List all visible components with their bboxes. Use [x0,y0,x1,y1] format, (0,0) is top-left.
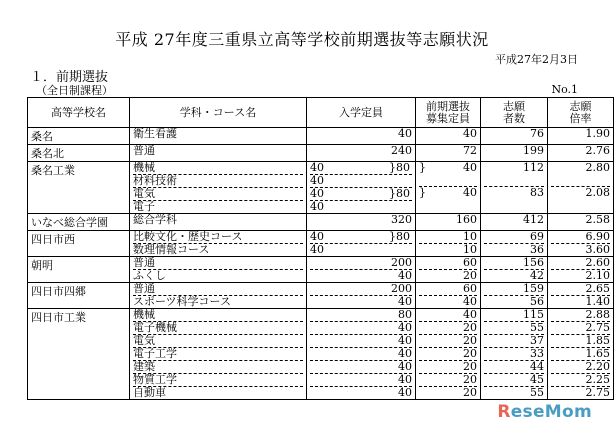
applications-table [27,97,614,400]
ratio-value: 2.65 [585,282,610,295]
pre-quota-cell [416,283,481,309]
brace-mark: } [389,187,396,200]
brace-mark: } [419,186,426,199]
school-name: いなべ総合学園 [28,214,130,231]
applicants-value: 412 [523,213,544,226]
header-school: 高等学校名 [28,98,130,128]
capacity-cell [307,283,416,309]
pre-quota-value: 20 [419,269,477,282]
capacity-value: 40 [310,295,412,308]
ratio-cell [548,231,614,257]
pre-quota-cell [416,145,481,162]
table-row [28,257,614,283]
applicants-value: 36 [484,243,544,256]
capacity-value: 40 [398,127,412,140]
pre-quota-value: 72 [463,144,477,157]
course-name: 総合学科 [133,213,177,226]
ratio-value: 2.60 [585,256,610,269]
applicants-cell [481,283,548,309]
capacity-cell [307,145,416,162]
course-name: 電気 [133,187,303,200]
applicants-value: 156 [523,256,544,269]
capacity-line [310,162,412,174]
applicants-cell [481,214,548,231]
course-cell [130,214,307,231]
capacity-value: 40 [310,174,324,187]
pre-quota-value: 20 [419,373,477,386]
capacity-value: 40 [310,269,412,282]
capacity-value: 240 [391,144,412,157]
course-name: 比較文化・歴史コース [133,230,243,243]
applicants-cell [481,128,548,145]
school-name: 四日市工業 [28,309,130,400]
ratio-value: 6.90 [585,230,610,243]
school-name: 四日市西 [28,231,130,257]
school-name: 桑名北 [28,145,130,162]
capacity-line [310,187,412,200]
school-name: 桑名 [28,128,130,145]
header-pre-quota-2: 募集定員 [426,111,470,125]
course-name: 普通 [133,144,155,157]
course-name: 材料技術 [133,174,303,187]
header-applicants-1: 志願 [503,99,525,113]
table-row [28,231,614,257]
capacity-value: 40 [310,347,412,360]
course-cell [130,231,307,257]
course-name: 普通 [133,256,155,269]
pre-quota-value: 40 [463,308,477,321]
table-row [28,145,614,162]
table-row [28,162,614,214]
course-name: 物質工学 [133,373,303,386]
applicants-value: 159 [523,282,544,295]
pre-quota-value: 40 [419,295,477,308]
course-name: 電子 [133,200,303,213]
course-cell [130,162,307,214]
capacity-cell [307,162,416,214]
capacity-cell [307,214,416,231]
pre-quota-spacer [419,199,477,211]
capacity-line [310,174,412,187]
course-name: ふくし [133,269,303,282]
header-applicants [481,98,548,128]
page-number: No.1 [551,83,578,96]
pre-quota-cell [416,231,481,257]
header-applicants-2: 者数 [503,111,525,125]
capacity-value: 40 [310,360,412,373]
header-ratio-2: 倍率 [569,111,592,125]
applicants-value: 83 [484,186,544,199]
ratio-value: 2.75 [551,386,610,399]
course-name: 衛生看護 [133,127,177,140]
applicants-cell [481,162,548,214]
document-title: 平成 27年度三重県立高等学校前期選抜等志願状況 [115,30,489,49]
header-course: 学科・コース名 [130,98,307,128]
pre-quota-cell [416,257,481,283]
capacity-cell [307,309,416,400]
ratio-cell [548,283,614,309]
capacity-value: 40 [310,187,324,200]
section-heading: １．前期選抜 [30,70,109,85]
pre-quota-value: 20 [419,334,477,347]
brace-mark: } [419,161,426,174]
pre-quota-value: 40 [463,127,477,140]
applicants-value: 45 [484,373,544,386]
capacity-value: 40 [310,230,324,243]
capacity-value: 40 [310,321,412,334]
pre-quota-value: 10 [419,243,477,256]
applicants-value: 115 [523,308,544,321]
header-capacity: 入学定員 [307,98,416,128]
ratio-value: 1.40 [551,295,610,308]
header-ratio-1: 志願 [569,99,592,113]
course-name: 電子機械 [133,321,303,334]
school-name: 四日市四郷 [28,283,130,309]
pre-quota-value: 60 [463,282,477,295]
pre-quota-cell [416,214,481,231]
course-cell [130,257,307,283]
course-name: 自動車 [133,386,303,399]
capacity-combined-wrap [389,188,410,200]
capacity-value: 40 [310,386,412,399]
pre-quota-spacer [419,174,477,186]
pre-quota-cell [416,128,481,145]
applicants-value: 56 [484,295,544,308]
capacity-combined: 80 [396,161,410,174]
capacity-value: 80 [398,308,412,321]
header-pre-quota [416,98,481,128]
course-name: 機械 [133,308,155,321]
pre-quota-value: 20 [419,386,477,399]
capacity-value: 40 [310,243,324,256]
ratio-value: 2.76 [585,144,610,157]
ratio-cell [548,309,614,400]
ratio-value: 2.88 [585,308,610,321]
table-row [28,283,614,309]
brace-mark: } [389,161,396,174]
table-row [28,128,614,145]
applicants-cell [481,231,548,257]
pre-quota-value: 40 [463,186,477,199]
course-cell [130,128,307,145]
capacity-value: 200 [391,256,412,269]
watermark-letter: R [497,402,511,422]
course-name: 建築 [133,360,303,373]
applicants-spacer [484,199,544,211]
pre-quota-value: 20 [419,321,477,334]
pre-quota-line [419,186,477,199]
ratio-value: 2.75 [551,321,610,334]
capacity-value: 200 [391,282,412,295]
ratio-cell [548,214,614,231]
applicants-value: 55 [484,386,544,399]
capacity-value: 40 [310,161,324,174]
applicants-spacer [484,174,544,186]
ratio-cell [548,128,614,145]
capacity-cell [307,257,416,283]
ratio-cell [548,162,614,214]
resemom-logo [497,402,592,422]
pre-quota-value: 160 [456,213,477,226]
course-name: 電気 [133,334,303,347]
ratio-value: 2.10 [551,269,610,282]
pre-quota-value: 20 [419,347,477,360]
ratio-value: 2.25 [551,373,610,386]
ratio-cell [548,257,614,283]
course-name: 機械 [133,161,155,174]
school-name: 桑名工業 [28,162,130,214]
course-cell [130,145,307,162]
ratio-value: 2.58 [585,213,610,226]
school-name: 朝明 [28,257,130,283]
table-row [28,309,614,400]
capacity-value: 40 [310,334,412,347]
watermark-text: eseMom [510,402,592,422]
applicants-value: 199 [523,144,544,157]
capacity-value: 40 [310,373,412,386]
course-name: 普通 [133,282,155,295]
capacity-cell [307,231,416,257]
ratio-spacer [551,199,610,211]
ratio-cell [548,145,614,162]
applicants-cell [481,145,548,162]
applicants-cell [481,309,548,400]
course-name: スポーツ科学コース [133,295,303,308]
ratio-value: 3.60 [551,243,610,256]
pre-quota-cell [416,309,481,400]
applicants-cell [481,257,548,283]
applicants-value: 37 [484,334,544,347]
course-name: 数理情報コース [133,243,303,256]
capacity-line [310,231,412,243]
capacity-combined-wrap [389,231,410,243]
capacity-combined: 80 [396,187,410,200]
pre-quota-line [419,162,477,174]
document-date: 平成27年2月3日 [495,53,578,66]
capacity-value: 40 [310,200,324,213]
capacity-combined-wrap [389,162,410,174]
subsection-heading: （全日制課程） [36,84,113,97]
course-name: 電子工学 [133,347,303,360]
ratio-value: 1.65 [551,347,610,360]
applicants-value: 44 [484,360,544,373]
capacity-combined: 80 [396,230,410,243]
capacity-value: 320 [391,213,412,226]
ratio-value: 1.85 [551,334,610,347]
header-pre-quota-1: 前期選抜 [426,99,470,113]
table-header-row [28,98,614,128]
ratio-spacer [551,174,610,186]
applicants-value: 69 [530,230,544,243]
pre-quota-value: 60 [463,256,477,269]
pre-quota-cell [416,162,481,214]
table-body [28,128,614,400]
pre-quota-value: 10 [463,230,477,243]
course-cell [130,309,307,400]
pre-quota-value: 40 [463,161,477,174]
ratio-value: 2.20 [551,360,610,373]
applicants-value: 55 [484,321,544,334]
ratio-value: 1.90 [585,127,610,140]
applicants-value: 33 [484,347,544,360]
capacity-line [310,200,412,213]
applicants-value: 42 [484,269,544,282]
capacity-line [310,243,412,256]
brace-mark: } [389,230,396,243]
course-cell [130,283,307,309]
applicants-value: 112 [523,161,544,174]
header-ratio [548,98,614,128]
ratio-value: 2.08 [551,186,610,199]
pre-quota-value: 20 [419,360,477,373]
ratio-value: 2.80 [585,161,610,174]
capacity-cell [307,128,416,145]
table-row [28,214,614,231]
applicants-value: 76 [530,127,544,140]
